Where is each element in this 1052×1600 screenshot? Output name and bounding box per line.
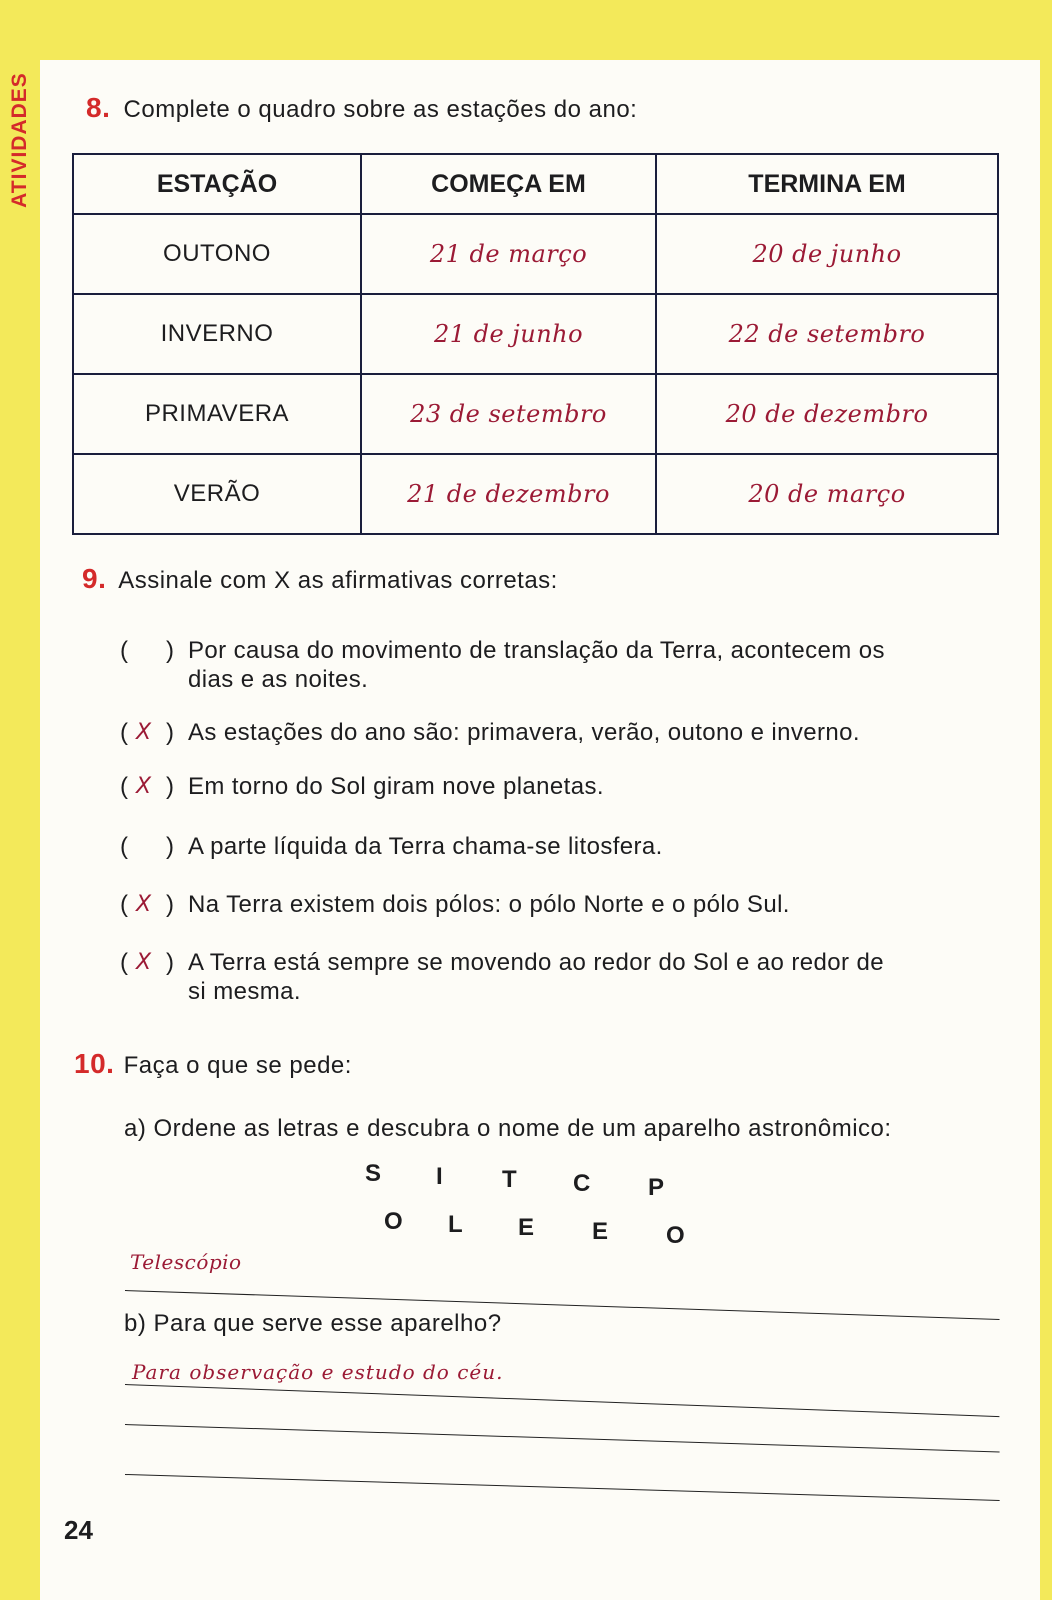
- scrambled-letter: L: [448, 1211, 463, 1238]
- item-text-line1: A Terra está sempre se movendo ao redor do Sol e ao redor de: [188, 949, 884, 976]
- seasons-table: [72, 153, 999, 535]
- season-cell: PRIMAVERA: [73, 374, 361, 454]
- check-mark: X: [136, 774, 152, 799]
- scrambled-letter: O: [666, 1222, 685, 1249]
- checklist-item: [120, 772, 604, 801]
- checklist-item: [120, 718, 860, 747]
- checkbox[interactable]: ( X ): [120, 891, 175, 918]
- header-start: COMEÇA EM: [361, 154, 656, 214]
- item-text-line1: Em torno do Sol giram nove planetas.: [188, 773, 604, 800]
- checklist-item: [120, 890, 790, 919]
- header-season: ESTAÇÃO: [73, 154, 361, 214]
- end-answer-cell[interactable]: 20 de dezembro: [656, 374, 998, 454]
- item-text-line2: dias e as noites.: [188, 666, 369, 693]
- scrambled-letter: E: [592, 1218, 609, 1245]
- item-text-line1: As estações do ano são: primavera, verão, outono e inverno.: [188, 719, 860, 746]
- question-9: [82, 563, 558, 595]
- item-text-line1: A parte líquida da Terra chama-se litosfera.: [188, 833, 663, 860]
- scrambled-letter: I: [436, 1163, 443, 1190]
- checkbox[interactable]: ( X ): [120, 719, 175, 746]
- scrambled-letter: P: [648, 1174, 665, 1201]
- check-mark: X: [136, 892, 152, 917]
- start-answer-cell[interactable]: 23 de setembro: [361, 374, 656, 454]
- question-8: [86, 92, 637, 124]
- checkbox[interactable]: ( X ): [120, 949, 175, 976]
- checklist-item: [120, 636, 885, 693]
- item-text-line1: Na Terra existem dois pólos: o pólo Norte e o pólo Sul.: [188, 891, 790, 918]
- checkbox[interactable]: ( ): [120, 637, 175, 664]
- season-cell: VERÃO: [73, 454, 361, 534]
- checkbox[interactable]: ( ): [120, 833, 175, 860]
- scrambled-letter: C: [573, 1170, 591, 1197]
- scrambled-letter: E: [518, 1214, 535, 1241]
- question-9-prompt: Assinale com X as afirmativas corretas:: [118, 567, 558, 594]
- start-answer-cell[interactable]: 21 de março: [361, 214, 656, 294]
- checklist-item: [120, 948, 884, 1005]
- table-header-row: [73, 154, 998, 214]
- question-8-number: 8.: [86, 92, 111, 123]
- end-answer-cell[interactable]: 22 de setembro: [656, 294, 998, 374]
- scrambled-letter: O: [384, 1208, 403, 1235]
- check-mark: X: [136, 720, 152, 745]
- check-mark: X: [136, 950, 152, 975]
- table-row: [73, 294, 998, 374]
- question-10-number: 10.: [74, 1048, 115, 1079]
- scrambled-letter: T: [502, 1166, 517, 1193]
- page-number: 24: [64, 1515, 93, 1545]
- checklist-item: [120, 832, 663, 861]
- answer-10b[interactable]: Para observação e estudo do céu.: [132, 1360, 504, 1384]
- question-9-number: 9.: [82, 563, 107, 594]
- table-row: [73, 374, 998, 454]
- answer-10a[interactable]: Telescópio: [130, 1250, 242, 1274]
- scrambled-letter: S: [365, 1160, 382, 1187]
- season-cell: INVERNO: [73, 294, 361, 374]
- end-answer-cell[interactable]: 20 de junho: [656, 214, 998, 294]
- question-10b-prompt: b) Para que serve esse aparelho?: [124, 1310, 502, 1337]
- table-row: [73, 454, 998, 534]
- question-10-prompt: Faça o que se pede:: [123, 1052, 352, 1079]
- section-side-label: ATIVIDADES: [8, 72, 31, 208]
- question-10: [74, 1048, 352, 1080]
- question-8-prompt: Complete o quadro sobre as estações do ano:: [123, 96, 638, 123]
- header-end: TERMINA EM: [656, 154, 998, 214]
- season-cell: OUTONO: [73, 214, 361, 294]
- start-answer-cell[interactable]: 21 de junho: [361, 294, 656, 374]
- item-text-line2: si mesma.: [188, 978, 301, 1005]
- start-answer-cell[interactable]: 21 de dezembro: [361, 454, 656, 534]
- item-text-line1: Por causa do movimento de translação da Terra, acontecem os: [188, 637, 885, 664]
- checkbox[interactable]: ( X ): [120, 773, 175, 800]
- end-answer-cell[interactable]: 20 de março: [656, 454, 998, 534]
- question-10a-prompt: a) Ordene as letras e descubra o nome de um aparelho astronômico:: [124, 1115, 892, 1142]
- table-row: [73, 214, 998, 294]
